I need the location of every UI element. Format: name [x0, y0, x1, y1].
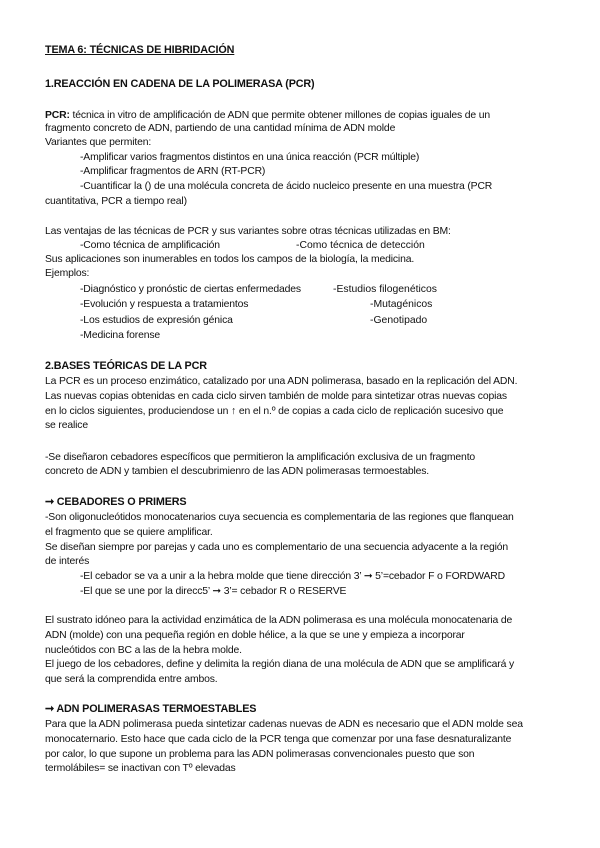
- paragraph-line: termolábiles= se inactivan con Tº elevadas: [45, 763, 236, 774]
- paragraph-line: de interés: [45, 556, 90, 567]
- paragraph-line: que será la comprendida entre ambos.: [45, 674, 218, 685]
- section-2-heading: 2.BASES TEÓRICAS DE LA PCR: [45, 360, 207, 372]
- example-left: -Diagnóstico y pronóstic de ciertas enfermedades: [80, 284, 301, 295]
- section-4-heading: ➞ ADN POLIMERASAS TERMOESTABLES: [45, 703, 257, 715]
- paragraph-line: por calor, lo que supone un problema para las ADN polimerasas convencionales puesto que son: [45, 749, 475, 760]
- paragraph-line: Se diseñan siempre por parejas y cada uno es complementario de una secuencia adyacente a la región: [45, 542, 508, 553]
- advantage-amplification: -Como técnica de amplificación: [80, 240, 220, 251]
- paragraph-line: El sustrato idóneo para la actividad enzimática de la ADN polimerasa es una molécula monocatenaria de: [45, 615, 513, 626]
- section-1-heading: 1.REACCIÓN EN CADENA DE LA POLIMERASA (PCR): [45, 78, 315, 90]
- paragraph-line: concreto de ADN y tambien el descubrimienro de las ADN polimerasas termoestables.: [45, 466, 430, 477]
- example-left: -Los estudios de expresión génica: [80, 315, 233, 326]
- paragraph-line: Las nuevas copias obtenidas en cada ciclo sirven también de molde para sintetizar otras nuevas copias: [45, 391, 507, 402]
- example-right: -Estudios filogenéticos: [333, 284, 437, 295]
- paragraph-line: fragmento concreto de ADN, partiendo de una cantidad mínima de ADN molde: [45, 123, 396, 134]
- example-left: -Medicina forense: [80, 330, 161, 341]
- document-title: TEMA 6: TÉCNICAS DE HIBRIDACIÓN: [45, 44, 235, 56]
- paragraph-line: en lo ciclos siguientes, produciendose un ↑ en el n.º de copias a cada ciclo de replicación sucesivo que: [45, 406, 504, 417]
- advantage-detection: -Como técnica de detección: [296, 240, 425, 251]
- applications-text: Sus aplicaciones son inumerables en todos los campos de la biología, la medicina.: [45, 254, 415, 265]
- paragraph-line: La PCR es un proceso enzimático, catalizado por una ADN polimerasa, basado en la replicación del ADN.: [45, 376, 518, 387]
- section-3-heading: ➞ CEBADORES O PRIMERS: [45, 496, 187, 508]
- paragraph-line: -Son oligonucleótidos monocatenarios cuya secuencia es complementaria de las regiones que flanquean: [45, 512, 514, 523]
- list-item: -El cebador se va a unir a la hebra molde que tiene dirección 3’ ➞ 5’=cebador F o FORDWARD: [80, 571, 505, 582]
- pcr-definition-text: técnica in vitro de amplificación de ADN que permite obtener millones de copias iguales de un: [69, 110, 491, 121]
- list-item-continuation: cuantitativa, PCR a tiempo real): [45, 196, 187, 207]
- examples-label: Ejemplos:: [45, 268, 90, 279]
- paragraph-line: monocaternario. Esto hace que cada ciclo de la PCR tenga que comenzar por una fase desnaturalizante: [45, 734, 512, 745]
- advantages-intro: Las ventajas de las técnicas de PCR y sus variantes sobre otras técnicas utilizadas en BM:: [45, 226, 451, 237]
- variants-intro: Variantes que permiten:: [45, 137, 152, 148]
- list-item: -Amplificar varios fragmentos distintos en una única reacción (PCR múltiple): [80, 152, 420, 163]
- example-right: -Genotipado: [370, 315, 428, 326]
- paragraph-line: El juego de los cebadores, define y delimita la región diana de una molécula de ADN que se amplificará y: [45, 659, 515, 670]
- paragraph-line: el fragmento que se quiere amplificar.: [45, 527, 213, 538]
- list-item: -Amplificar fragmentos de ARN (RT-PCR): [80, 166, 266, 177]
- paragraph-line: nucleótidos con BC a las de la hebra molde.: [45, 645, 242, 656]
- paragraph-line: -Se diseñaron cebadores específicos que permitieron la amplificación exclusiva de un fragmento: [45, 452, 476, 463]
- list-item: -Cuantificar la () de una molécula concreta de ácido nucleico presente en una muestra (PCR: [80, 181, 493, 192]
- example-left: -Evolución y respuesta a tratamientos: [80, 299, 249, 310]
- example-right: -Mutagénicos: [370, 299, 433, 310]
- paragraph-line: se realice: [45, 420, 88, 431]
- paragraph-line: Para que la ADN polimerasa pueda sintetizar cadenas nuevas de ADN es necesario que el ADN molde sea: [45, 719, 523, 730]
- pcr-definition: [45, 110, 490, 122]
- paragraph-line: ADN (molde) con una pequeña región en doble hélice, a la que se une y empieza a incorporar: [45, 630, 465, 641]
- list-item: -El que se une por la direcc5’ ➞ 3’= cebador R o RESERVE: [80, 586, 347, 597]
- pcr-term: PCR:: [45, 110, 70, 121]
